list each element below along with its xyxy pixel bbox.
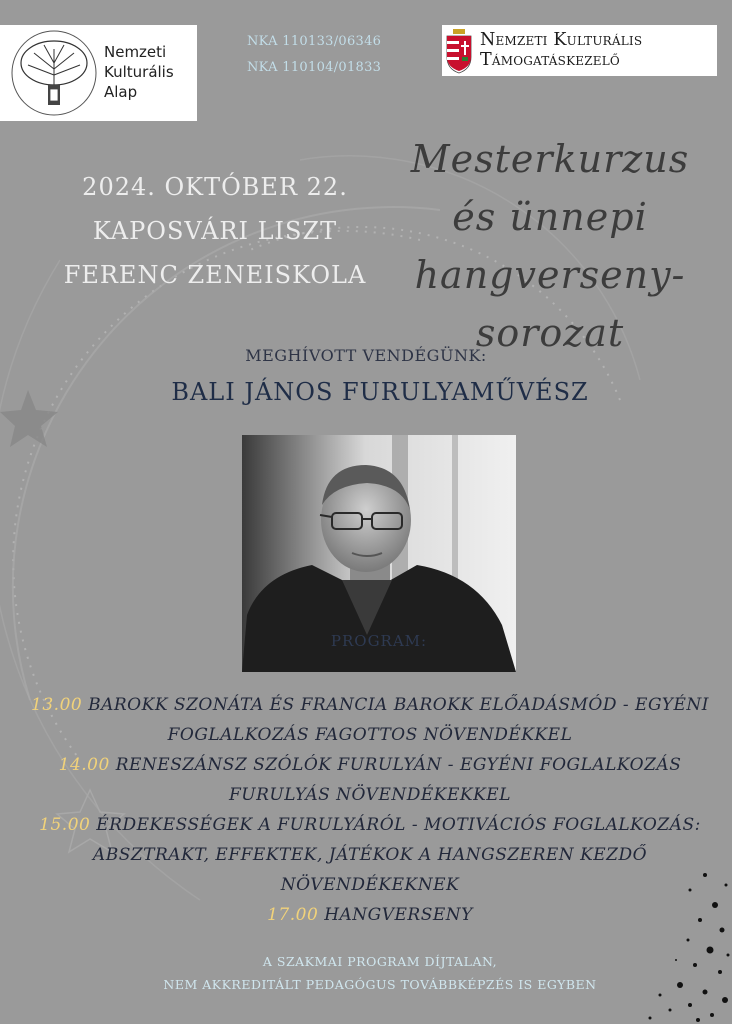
grant-number: NKA 110104/01833: [247, 60, 382, 75]
event-title-line: és ünnepi: [452, 195, 648, 239]
event-title-line: sorozat: [475, 311, 625, 355]
schedule-time: 17.00: [267, 905, 319, 925]
nka-logo-right: [442, 25, 717, 76]
event-title-line: hangverseny-: [414, 253, 686, 297]
schedule-text: BAROKK SZONÁTA ÉS FRANCIA BAROKK ELŐADÁSMÓD - EGYÉNI FOGLALKOZÁS FAGOTTOS NÖVENDÉKKEL: [88, 695, 709, 745]
schedule-text: HANGVERSENY: [324, 905, 473, 925]
schedule-item: [20, 810, 720, 900]
schedule-item: [20, 750, 720, 810]
guest-label: MEGHÍVOTT VENDÉGÜNK:: [245, 346, 487, 365]
nka-left-line: Kulturális: [104, 63, 174, 81]
program-schedule: [20, 690, 720, 930]
grant-numbers: [247, 29, 381, 81]
event-venue-line: FERENC ZENEISKOLA: [63, 261, 367, 289]
schedule-time: 14.00: [58, 755, 110, 775]
hungarian-crest-icon: [444, 27, 474, 74]
event-venue-line: KAPOSVÁRI LISZT: [92, 217, 338, 245]
nka-right-line: Nemzeti Kulturális: [480, 30, 643, 50]
program-label: PROGRAM:: [330, 632, 428, 650]
schedule-text: RENESZÁNSZ SZÓLÓK FURULYÁN - EGYÉNI FOGLALKOZÁS FURULYÁS NÖVENDÉKEKKEL: [115, 755, 682, 805]
nka-left-line: Nemzeti: [104, 43, 167, 61]
event-title: [400, 130, 700, 362]
note-line: A SZAKMAI PROGRAM DÍJTALAN,: [262, 954, 498, 969]
nka-right-line: Támogatáskezelő: [480, 50, 620, 70]
program-note: [0, 950, 732, 996]
schedule-item: [20, 900, 720, 930]
nka-logo-left: [0, 25, 197, 121]
note-line: NEM AKKREDITÁLT PEDAGÓGUS TOVÁBBKÉPZÉS IS EGYBEN: [163, 977, 597, 992]
nka-right-name: [480, 30, 642, 70]
guest-name: BALI JÁNOS FURULYAMŰVÉSZ: [171, 378, 589, 406]
schedule-text: ÉRDEKESSÉGEK A FURULYÁRÓL - MOTIVÁCIÓS FOGLALKOZÁS: ABSZTRAKT, EFFEKTEK, JÁTÉKOK A HANGSZEREN KEZDŐ NÖVENDÉKEKNEK: [92, 815, 701, 895]
tree-logo-icon: [10, 29, 98, 117]
schedule-time: 13.00: [31, 695, 83, 715]
event-date: 2024. OKTÓBER 22.: [82, 173, 348, 201]
schedule-time: 15.00: [39, 815, 91, 835]
schedule-item: [20, 690, 720, 750]
grant-number: NKA 110133/06346: [247, 34, 382, 49]
event-date-venue: [40, 165, 390, 297]
nka-left-line: Alap: [104, 83, 138, 101]
nka-left-name: [104, 42, 174, 102]
event-title-line: Mesterkurzus: [410, 137, 690, 181]
